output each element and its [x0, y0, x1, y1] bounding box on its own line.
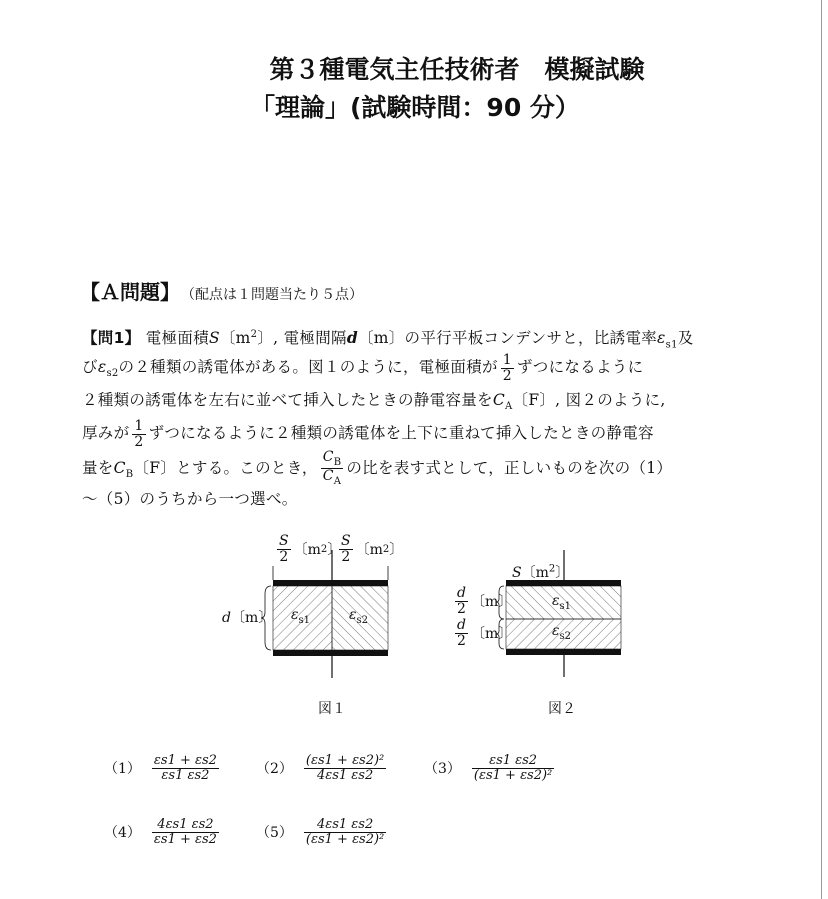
- frac-num: [321, 450, 344, 469]
- frac-num: d: [457, 617, 466, 633]
- q-var: C: [322, 468, 334, 485]
- fig1-d-unit: 〔m〕: [230, 610, 273, 626]
- frac-num: εs1 εs2: [472, 754, 554, 769]
- fig1-half-frac: [339, 534, 353, 564]
- choice-2[interactable]: [256, 754, 389, 782]
- eps-symbol: ε: [552, 593, 560, 609]
- q-sub: A: [333, 476, 342, 488]
- q-text: 厚みが: [82, 424, 130, 442]
- fig1-top-plate: [273, 580, 388, 586]
- q-sub: B: [333, 456, 342, 468]
- eps-sub: s2: [559, 630, 572, 642]
- fig2-side-unit: 〔m〕: [470, 626, 513, 643]
- eps-symbol: ε: [552, 623, 560, 639]
- ratio-fraction: [321, 450, 344, 488]
- fig1-unit: 〔m: [293, 542, 321, 559]
- fig2-eps-bottom: [552, 623, 571, 642]
- frac-den: (εs1 + εs2)²: [305, 831, 385, 847]
- frac-den: [321, 469, 344, 487]
- q-text: ずつになるように: [516, 358, 644, 376]
- q-var: d: [346, 328, 358, 348]
- section-heading-row: [80, 276, 363, 305]
- choice-label: （1）: [104, 761, 141, 778]
- fig1-caption: 図１: [318, 701, 346, 717]
- frac-den: εs1 + εs2: [153, 831, 217, 847]
- choice-4[interactable]: [104, 818, 222, 846]
- q-var: C: [492, 391, 505, 409]
- frac-den: 2: [457, 632, 466, 649]
- frac-num: (εs1 + εs2)²: [305, 753, 385, 768]
- fig1-d: d: [222, 610, 231, 626]
- fig1-unit-close: 〕: [327, 542, 342, 559]
- fig2-caption: 図２: [548, 701, 576, 717]
- fig2-S: S: [512, 565, 522, 581]
- question-line-2: [82, 351, 754, 384]
- frac-den: 2: [502, 367, 512, 384]
- q-text: 〕, 電極間隔: [257, 329, 347, 348]
- fig2-sup: 2: [548, 563, 556, 575]
- q-text: の比を表す式として，正しいものを次の（1）: [346, 458, 673, 477]
- fig1-eps-left: [291, 607, 310, 626]
- q-sub: B: [125, 468, 134, 480]
- fig1-half-frac: [277, 534, 291, 564]
- page-edge: [821, 0, 822, 899]
- q-text: 〔F〕, 図２のように,: [512, 391, 666, 409]
- q-sup: 2: [250, 329, 258, 340]
- frac-num: 1: [134, 417, 144, 434]
- q-sub: A: [504, 401, 513, 413]
- q-var: ε: [657, 329, 666, 348]
- fig2-bottom-plate: [506, 649, 621, 655]
- fig2-half-frac: [455, 586, 468, 616]
- frac-num: 1: [502, 351, 512, 368]
- choice-label: （5）: [256, 825, 293, 842]
- eps-sub: s2: [356, 614, 369, 626]
- choice-fraction: [472, 754, 554, 782]
- frac-num: d: [457, 585, 466, 601]
- fig2-unit-close: 〕: [555, 565, 570, 581]
- half-fraction: [132, 419, 145, 449]
- fig2-eps-top: [552, 593, 571, 612]
- exam-title: 第３種電気主任技術者 模擬試験: [269, 55, 645, 84]
- fig2-side-label-top: [452, 586, 512, 616]
- fig1-eps-right: [349, 607, 368, 626]
- choice-1[interactable]: [104, 754, 222, 782]
- q-text: 及: [677, 329, 694, 348]
- fig2-top-label: [512, 562, 569, 582]
- q-var: C: [322, 449, 334, 465]
- half-fraction: [501, 353, 514, 383]
- choice-5[interactable]: [256, 818, 389, 846]
- frac-num: εs1 + εs2: [153, 753, 217, 768]
- q-text: 量を: [82, 458, 114, 477]
- fig1-unit: 〔m: [355, 542, 383, 559]
- choice-3[interactable]: [424, 754, 557, 782]
- eps-sub: s1: [298, 614, 311, 626]
- q-text: 〔F〕とする。このとき，: [133, 458, 318, 477]
- fig2-side-label-bottom: [452, 618, 512, 648]
- frac-den: εs1 εs2: [161, 767, 210, 783]
- question-line-6: ～（5）のうちから一つ選べ。: [82, 490, 298, 508]
- fig2-half-frac: [455, 618, 468, 648]
- q-text: ずつになるように２種類の誘電体を上下に重ねて挿入したときの静電容: [148, 424, 654, 442]
- choice-fraction: [152, 818, 219, 846]
- question-line-4: [82, 417, 754, 450]
- frac-num: 4εs1 εs2: [152, 818, 219, 833]
- q-text: 〔m〕の平行平板コンデンサと，比誘電率: [357, 329, 658, 348]
- q-text: 〔m: [219, 329, 251, 348]
- frac-den: (εs1 + εs2)²: [473, 767, 553, 783]
- frac-num: S: [341, 533, 351, 549]
- choice-fraction: [304, 818, 386, 846]
- q-text: 電極面積: [145, 329, 209, 348]
- fig1-top-label-right: [336, 534, 403, 564]
- eps-symbol: ε: [349, 607, 357, 623]
- q-var: ε: [97, 358, 107, 376]
- question-line-5: [82, 449, 754, 488]
- frac-den: 4εs1 εs2: [316, 767, 374, 783]
- frac-den: 2: [341, 548, 351, 565]
- fig1-sup: 2: [382, 543, 390, 555]
- q-sub: s2: [106, 368, 119, 380]
- q-var: S: [208, 329, 220, 348]
- frac-den: 2: [457, 600, 466, 617]
- question-text: [82, 318, 754, 516]
- q-var: C: [113, 458, 126, 477]
- fig1-side-label: [222, 607, 272, 627]
- q-text: び: [82, 358, 98, 376]
- choice-label: （4）: [104, 825, 141, 842]
- section-heading: 【Ａ問題】: [80, 280, 180, 304]
- section-note: （配点は１問題当たり５点）: [188, 287, 363, 303]
- frac-den: 2: [279, 548, 289, 565]
- fig2-side-unit: 〔m〕: [470, 594, 513, 611]
- fig1-bottom-plate: [273, 650, 388, 656]
- frac-num: S: [279, 533, 289, 549]
- choice-fraction: [304, 754, 386, 782]
- choice-label: （2）: [256, 761, 293, 778]
- question-line-1: [82, 318, 754, 351]
- question-line-3: [82, 384, 754, 417]
- choice-fraction: [152, 754, 219, 782]
- q-text: ２種類の誘電体を左右に並べて挿入したときの静電容量を: [82, 391, 493, 409]
- eps-symbol: ε: [291, 607, 299, 623]
- exam-subtitle: 「理論」(試験時間：90 分）: [250, 93, 580, 122]
- choice-label: （3）: [424, 761, 461, 778]
- q-sub: s1: [665, 339, 678, 351]
- frac-den: 2: [134, 433, 144, 450]
- frac-num: 4εs1 εs2: [304, 818, 386, 833]
- eps-sub: s1: [559, 600, 572, 612]
- fig2-unit: 〔m: [521, 565, 549, 581]
- fig1-sup: 2: [320, 543, 328, 555]
- q-text: の２種類の誘電体がある。図１のように，電極面積が: [118, 358, 498, 376]
- fig1-top-label-left: [274, 534, 341, 564]
- fig1-unit-close: 〕: [389, 542, 404, 559]
- question-number: 【問1】: [82, 329, 141, 348]
